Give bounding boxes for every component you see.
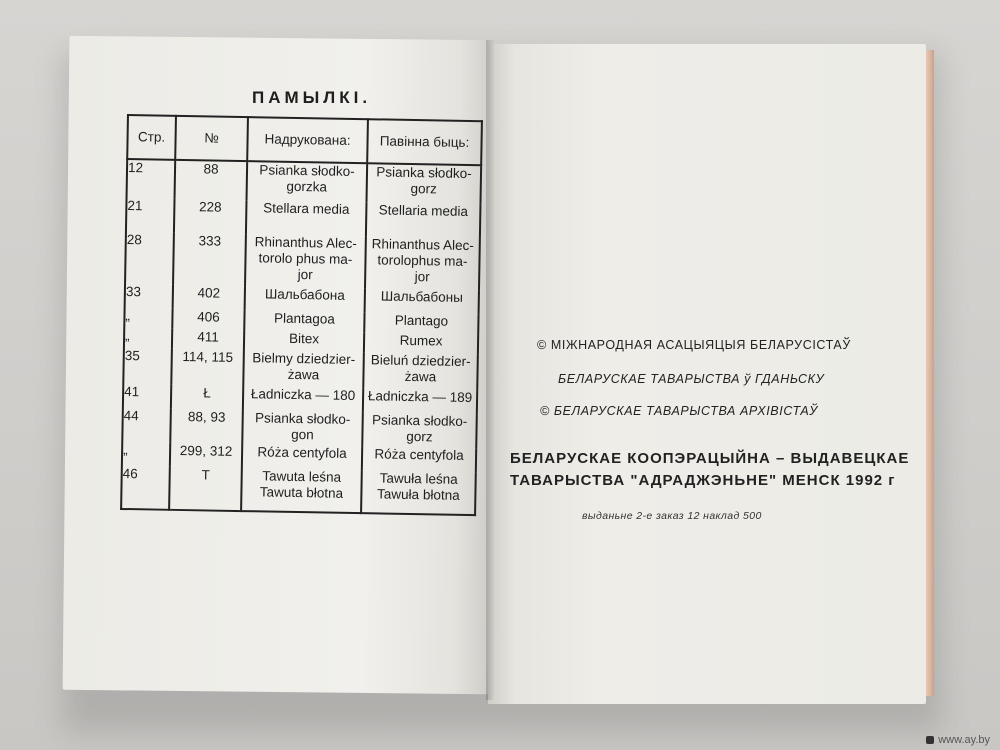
row-page: 12 (127, 159, 176, 199)
header-number: № (175, 116, 248, 161)
row-page: 35 (123, 348, 172, 385)
row-correct: Шальбабоны (365, 288, 479, 314)
watermark (926, 734, 990, 746)
row-printed: Ładniczka — 180 (243, 386, 363, 412)
row-correct: Plantago (364, 312, 478, 334)
credit-archivists: © БЕЛАРУСКАЕ ТАВАРЫСТВА АРХІВІСТАЎ (540, 404, 818, 418)
table-row (123, 348, 478, 390)
row-number: 406 (172, 309, 244, 330)
edition-info: выданьне 2-е заказ 12 наклад 500 (582, 510, 762, 522)
row-correct: Psianka słodko- gorz (362, 412, 477, 448)
row-page: 44 (122, 408, 171, 443)
row-printed: Róża centyfola (242, 444, 362, 470)
header-printed: Надрукована: (247, 117, 368, 163)
credit-gdansk-society: БЕЛАРУСКАЕ ТАВАРЫСТВА ў ГДАНЬСКУ (558, 372, 825, 386)
row-correct: Bieluń dziedzier- żawa (363, 352, 478, 390)
row-printed: Plantagoa (244, 310, 364, 332)
book-spine (486, 40, 494, 700)
row-correct: Tawuła leśna Tawuła błotna (361, 470, 476, 515)
row-correct: Ładniczka — 189 (363, 388, 477, 414)
credit-association: © МІЖНАРОДНАЯ АСАЦЫЯЦЫЯ БЕЛАРУСІСТАЎ (537, 338, 851, 352)
row-number: 411 (172, 329, 244, 350)
errata-title: ПАМЫЛКІ. (252, 88, 372, 107)
row-number: 333 (173, 233, 246, 286)
table-row (125, 232, 480, 290)
row-page: 28 (125, 232, 174, 285)
row-page: 33 (125, 284, 173, 309)
errata-body (121, 159, 481, 515)
row-correct: Rhinanthus Alec- torolophus ma- jor (365, 236, 480, 290)
row-correct: Rumex (364, 332, 478, 354)
row-printed: Bielmy dziedzier- żawa (243, 350, 364, 388)
row-correct: Stellaria media (366, 202, 481, 238)
row-correct: Psianka słodko- gorz (366, 163, 481, 204)
publisher-line-1: БЕЛАРУСКАЕ КООПЭРАЦЫЙНА – ВЫДАВЕЦКАЕ (510, 450, 910, 467)
row-number: 88 (175, 160, 248, 200)
row-number: 228 (174, 199, 247, 234)
header-correct: Павінна быць: (367, 119, 482, 165)
row-printed: Psianka słodko- gon (242, 410, 363, 446)
row-printed: Psianka słodko- gorzka (247, 161, 368, 202)
row-page: 46 (121, 466, 170, 510)
row-page: „ (124, 308, 172, 329)
row-correct: Róża centyfola (362, 446, 476, 472)
header-page: Стр. (127, 115, 176, 160)
watermark-text: www.ay.by (938, 734, 990, 746)
row-number: 114, 115 (171, 349, 244, 386)
row-number: 88, 93 (170, 409, 243, 444)
row-page: „ (124, 328, 172, 349)
errata-table (120, 114, 483, 516)
row-printed: Tawuta leśna Tawuta błotna (241, 468, 362, 513)
watermark-logo-icon (926, 736, 934, 744)
table-row (121, 466, 476, 515)
row-number: Ł (171, 385, 243, 410)
row-number: 299, 312 (170, 443, 242, 468)
errata-header-row (127, 115, 482, 165)
row-printed: Bitex (244, 330, 364, 352)
row-page: 21 (126, 198, 175, 233)
row-page: 41 (123, 384, 171, 409)
table-row (127, 159, 482, 204)
row-printed: Rhinanthus Alec- torolo phus ma- jor (245, 234, 366, 288)
row-page: „ (122, 442, 170, 467)
row-printed: Stellara media (246, 200, 367, 236)
row-printed: Шальбабона (245, 286, 365, 312)
row-number: T (169, 467, 242, 511)
page-edge (926, 50, 934, 696)
row-number: 402 (173, 285, 245, 310)
publisher-line-2: ТАВАРЫСТВА "АДРАДЖЭНЬНЕ" МЕНСК 1992 г (510, 472, 896, 489)
